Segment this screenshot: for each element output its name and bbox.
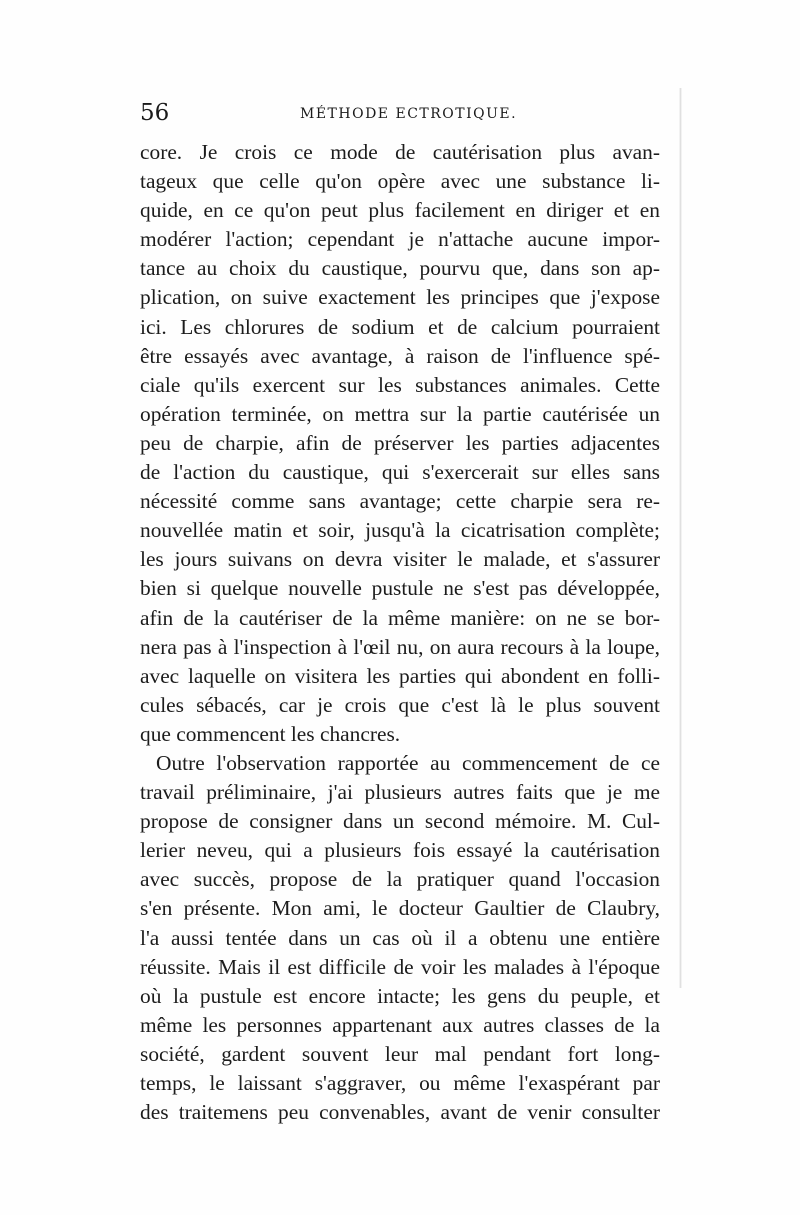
text-line: quide, en ce qu'on peut plus facilement en diriger et en xyxy=(140,198,660,223)
body-text xyxy=(140,138,660,1127)
text-line: tance au choix du caustique, pourvu que, dans son ap- xyxy=(140,256,660,281)
text-line: réussite. Mais il est difficile de voir les malades à l'époque xyxy=(140,954,660,979)
text-line: nouvellée matin et soir, jusqu'à la cicatrisation complète; xyxy=(140,518,660,543)
text-line: peu de charpie, afin de préserver les parties adjacentes xyxy=(140,430,660,455)
text-line: plication, on suive exactement les principes que j'expose xyxy=(140,285,660,310)
text-line: avec succès, propose de la pratiquer quand l'occasion xyxy=(140,867,660,892)
text-line: les jours suivans on devra visiter le malade, et s'assurer xyxy=(140,547,660,572)
text-line: core. Je crois ce mode de cautérisation plus avan- xyxy=(140,140,660,164)
text-line: travail préliminaire, j'ai plusieurs autres faits que je me xyxy=(140,780,660,805)
text-line: lerier neveu, qui a plusieurs fois essayé la cautérisation xyxy=(140,838,660,863)
text-line: bien si quelque nouvelle pustule ne s'est pas développée, xyxy=(140,576,660,601)
text-line: nera pas à l'inspection à l'œil nu, on aura recours à la loupe, xyxy=(140,634,660,659)
text-line: opération terminée, on mettra sur la partie cautérisée un xyxy=(140,401,660,426)
text-line: être essayés avec avantage, à raison de l'influence spé- xyxy=(140,343,660,368)
text-line: que commencent les chancres. xyxy=(140,721,401,746)
text-line: ciale qu'ils exercent sur les substances animales. Cette xyxy=(140,372,660,397)
text-line: des traitemens peu convenables, avant de venir consulter xyxy=(140,1100,660,1125)
text-line: même les personnes appartenant aux autres classes de la xyxy=(140,1012,660,1037)
text-line: société, gardent souvent leur mal pendant fort long- xyxy=(140,1041,660,1066)
text-line: propose de consigner dans un second mémoire. M. Cul- xyxy=(140,809,660,834)
text-line: avec laquelle on visitera les parties qui abondent en folli- xyxy=(140,663,660,688)
page-number: 56 xyxy=(140,100,170,126)
text-line: cules sébacés, car je crois que c'est là le plus souvent xyxy=(140,692,660,717)
text-line: modérer l'action; cependant je n'attache aucune impor- xyxy=(140,227,660,252)
text-line: où la pustule est encore intacte; les gens du peuple, et xyxy=(140,983,660,1008)
page-fold-shadow xyxy=(679,88,682,988)
text-line: l'a aussi tentée dans un cas où il a obtenu une entière xyxy=(140,925,660,950)
text-line: nécessité comme sans avantage; cette charpie sera re- xyxy=(140,489,660,514)
text-line: s'en présente. Mon ami, le docteur Gaultier de Claubry, xyxy=(140,896,660,921)
running-head xyxy=(140,98,660,134)
text-line: ici. Les chlorures de sodium et de calcium pourraient xyxy=(140,314,660,339)
text-line: tageux que celle qu'on opère avec une substance li- xyxy=(140,169,660,194)
running-title: MÉTHODE ECTROTIQUE. xyxy=(300,106,518,122)
text-line: temps, le laissant s'aggraver, ou même l'exaspérant par xyxy=(140,1071,660,1095)
text-line: Outre l'observation rapportée au commencement de ce xyxy=(156,750,660,775)
text-line: de l'action du caustique, qui s'exercerait sur elles sans xyxy=(140,460,660,485)
text-line: afin de la cautériser de la même manière: on ne se bor- xyxy=(140,605,660,630)
